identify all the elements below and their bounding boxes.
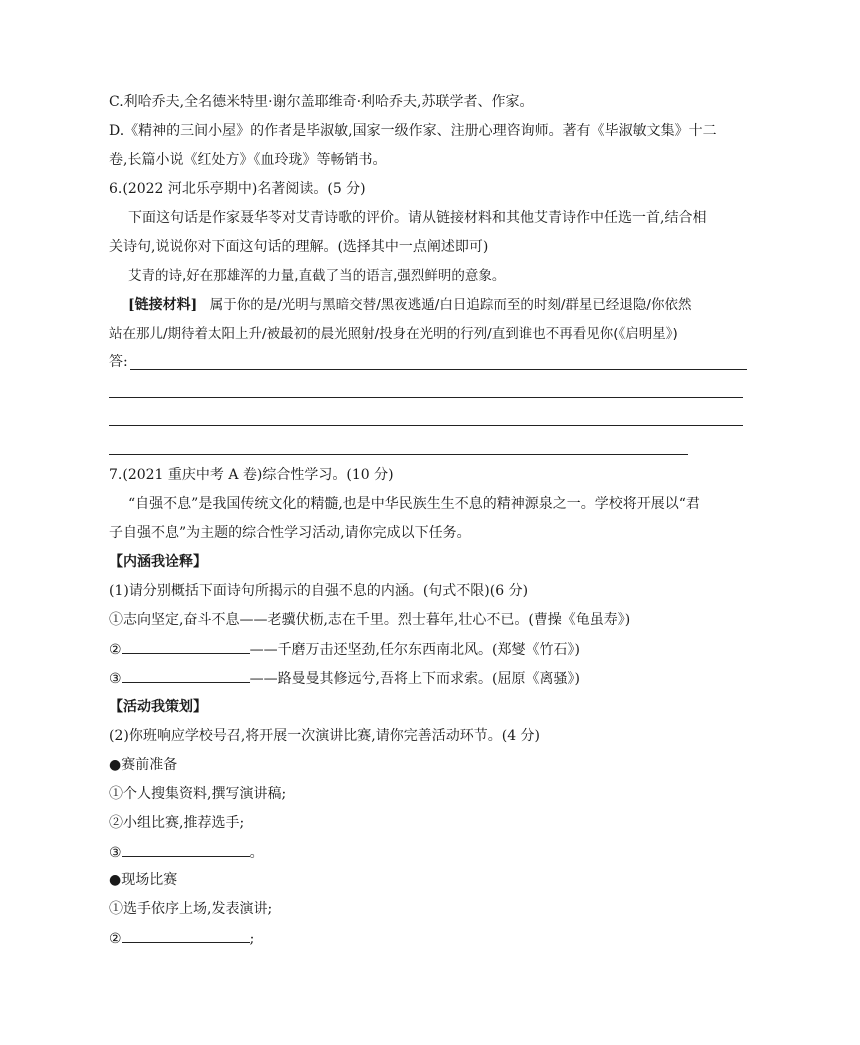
- q7-pre-item-3-suffix: 。: [249, 845, 264, 861]
- q6-intro-line1: 下面这句话是作家聂华苓对艾青诗歌的评价。请从链接材料和其他艾青诗作中任选一首,结合相: [128, 210, 707, 226]
- q6-answer-label: 答:: [109, 354, 128, 370]
- q7-item-2-number: ②: [109, 642, 122, 658]
- q7-section-heading-2: 【活动我策划】: [109, 699, 207, 715]
- q5-option-c: C.利哈乔夫,全名德米特里·谢尔盖耶维奇·利哈乔夫,苏联学者、作家。: [109, 94, 534, 110]
- q7-pre-item-3-blank[interactable]: [122, 842, 250, 857]
- q7-live-item-2-blank[interactable]: [122, 928, 250, 943]
- q7-pre-item-1: ①个人搜集资料,撰写演讲稿;: [109, 786, 287, 802]
- q7-item-2: [109, 639, 580, 660]
- q7-intro-line1: “自强不息”是我国传统文化的精髓,也是中华民族生生不息的精神源泉之一。学校将开展以“君: [128, 496, 700, 512]
- q6-title: 6.(2022 河北乐亭期中)名著阅读。(5 分): [109, 181, 366, 197]
- q7-item-1: ①志向坚定,奋斗不息——老骥伏枥,志在千里。烈士暮年,壮心不已。(曹操《龟虽寿》): [109, 612, 631, 628]
- q7-title: 7.(2021 重庆中考 A 卷)综合性学习。(10 分): [109, 467, 394, 483]
- q7-pre-item-3-number: ③: [109, 845, 122, 861]
- q6-answer-line-4[interactable]: [109, 454, 688, 455]
- q7-live-item-2-number: ②: [109, 931, 122, 947]
- q6-answer-line-2[interactable]: [109, 397, 743, 398]
- q7-pre-item-3: [109, 842, 264, 863]
- q7-subquestion-2: (2)你班响应学校号召,将开展一次演讲比赛,请你完善活动环节。(4 分): [109, 728, 541, 744]
- q7-item-2-blank[interactable]: [122, 639, 250, 654]
- q7-item-3-number: ③: [109, 671, 122, 687]
- q7-live-item-2-suffix: ;: [249, 931, 255, 947]
- q7-item-3-text: ——路曼曼其修远兮,吾将上下而求索。(屈原《离骚》): [249, 671, 580, 687]
- q6-quote: 艾青的诗,好在那雄浑的力量,直截了当的语言,强烈鲜明的意象。: [128, 268, 506, 284]
- q6-answer-line-1[interactable]: [130, 369, 747, 370]
- q7-section-heading-1: 【内涵我诠释】: [109, 554, 207, 570]
- q6-link-line1: [128, 295, 691, 315]
- q6-answer-line-3[interactable]: [109, 425, 743, 426]
- q5-option-d-line1: D.《精神的三间小屋》的作者是毕淑敏,国家一级作家、注册心理咨询师。著有《毕淑敏文集》十二: [109, 123, 717, 139]
- q7-pre-title: ●赛前准备: [109, 757, 178, 773]
- q6-link-text1: 属于你的是/光明与黑暗交替/黑夜逃遁/白日追踪而至的时刻/群星已经退隐/你依然: [209, 297, 692, 313]
- q7-item-3-blank[interactable]: [122, 668, 250, 683]
- q7-live-title: ●现场比赛: [109, 872, 178, 888]
- q7-item-3: [109, 668, 580, 689]
- q7-subquestion-1: (1)请分别概括下面诗句所揭示的自强不息的内涵。(句式不限)(6 分): [109, 583, 529, 599]
- q6-intro-line2: 关诗句,说说你对下面这句话的理解。(选择其中一点阐述即可): [109, 239, 489, 255]
- q7-item-2-text: ——千磨万击还坚劲,任尔东西南北风。(郑燮《竹石》): [249, 642, 580, 658]
- q7-live-item-1: ①选手依序上场,发表演讲;: [109, 901, 273, 917]
- q6-link-line2: 站在那儿/期待着太阳上升/被最初的晨光照射/投身在光明的行列/直到谁也不再看见你(《启明星》): [109, 326, 678, 342]
- q7-pre-item-2: ②小组比赛,推荐选手;: [109, 815, 245, 831]
- q7-live-item-2: [109, 928, 254, 949]
- q7-intro-line2: 子自强不息”为主题的综合性学习活动,请你完成以下任务。: [109, 525, 471, 541]
- q5-option-d-line2: 卷,长篇小说《红处方》《血玲珑》等畅销书。: [109, 152, 387, 168]
- q6-link-label: [链接材料]: [128, 297, 198, 313]
